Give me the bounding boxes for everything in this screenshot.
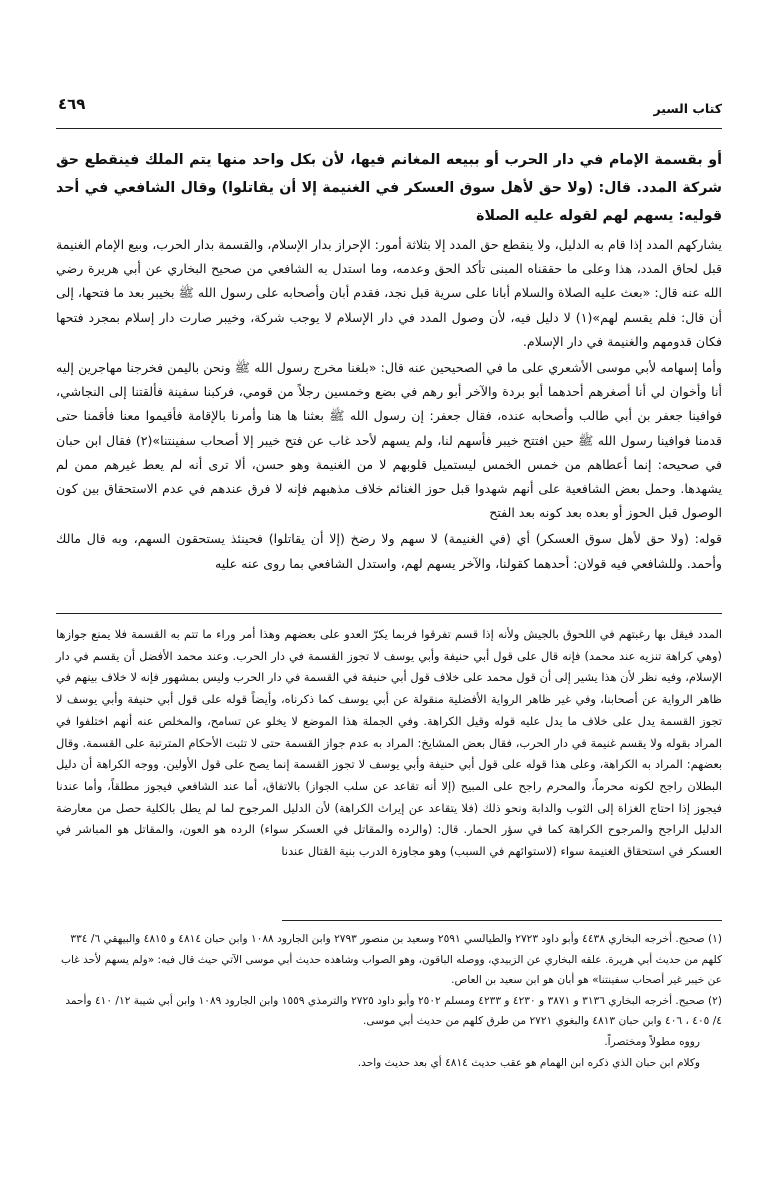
header-divider — [56, 128, 722, 129]
matn-text — [56, 146, 722, 230]
footnote-item: (٢) صحيح. أخرجه البخاري ٣١٣٦ و ٣٨٧١ و ٤٢٣٠ و ٤٢٣٣ ومسلم ٢٥٠٢ وأبو داود ٢٧٢٥ والترمذي ١٥٥٩ وابن الجارود ١٠٨٩ وابن أبي شيبة ١٢/ ٤١٠ وأحمد ٤/ ٤٠٥ ، ٤٠٦ وابن حبان ٤٨١٣ والبغوي ٢٧٢١ من طرق كلهم من حديث أبي موسى. — [65, 994, 722, 1028]
commentary-text — [56, 233, 722, 576]
marginal-paragraph: المدد فيقل بها رغبتهم في اللحوق بالجيش ولأنه إذا قسم تفرقوا فربما يكرّ العدو على بعضهم وهذا أمر وراء ما تتم به القسمة فلا يمنع جوازها (وهي كراهة تنزيه عند محمد) فإنه قال على قول أبي حنيفة وأبي يوسف لا تجوز القسمة في دار الحرب. وعند محمد الأفضل أن يقسم في دار الإسلام، وفيه نظر لأن هذا يشير إلى أن قول محمد على خلاف قول أبي حنيفة في القسمة في دار الحرب وليس بمشهور فإنه لا خلاف بينهم في ظاهر الرواية عن أصحابنا، وفي غير ظاهر الرواية الأفضلية منقولة عن أبي يوسف كما ذكرناه، وأيضاً قوله على قول أبي حنيفة وأبي يوسف لا تجوز القسمة يدل على خلاف ما يدل عليه قوله وقيل الكراهة. وفي الجملة هذا الموضع لا يخلو عن تسامح، والمخلص عنه أنهم اختلفوا في المراد بقوله ولا يقسم غنيمة في دار الحرب، فقال بعض المشايخ: المراد به عدم جواز القسمة حتى لا تثبت الأحكام المترتبة على القسمة. وقال بعضهم: المراد به الكراهة، وعلى هذا قوله على قول أبي حنيفة وأبي يوسف لا تجوز القسمة إنما يصح على قول الأولين. ووجه الكراهة أن دليل البطلان راجح لكونه محرماً، والمحرم راجح على المبيح (إلا أنه تقاعد عن سلب الجواز) بالاتفاق، أما عند الشافعي فيجوز مطلقاً، وأما عندنا فيجوز إذا احتاج الغزاة إلى الثوب والدابة ونحو ذلك (فلا يتقاعد عن إيراث الكراهة) لأن الدليل المرجوح لما لم يطل بالكلية حصل من معارضة الدليل الراجح والمرجوح الكراهة كما في سؤر الحمار. قال: (والرده والمقاتل في العسكر سواء) الرده هو العون، والمقاتل هو المباشر في العسكر في استحقاق الغنيمة سواء (لاستوائهم في السبب) وهو مجاوزة الدرب بنية القتال عندنا — [56, 627, 722, 859]
book-page — [56, 0, 722, 1182]
footnote-item: (١) صحيح. أخرجه البخاري ٤٤٣٨ وأبو داود ٢٧٢٣ والطيالسي ٢٥٩١ وسعيد بن منصور ٢٧٩٣ وابن الجارود ١٠٨٨ وابن حبان ٤٨١٤ و ٤٨١٥ والبيهقي ٦/ ٣٣٤ كلهم من حديث أبي هريرة. علقه البخاري عن الزبيدي، ووصله الباقون، وهو الصواب وشاهده حديث أبي موسى الآتي حيث قال فيه: «ولم يسهم لأحد غاب عن خيبر غير أصحاب سفينتنا» هو أبان هو ابن سعيد بن العاص. — [60, 933, 722, 987]
section-divider — [56, 613, 722, 614]
page-number: ٤٦٩ — [58, 95, 86, 113]
chapter-title: كتاب السير — [653, 101, 722, 116]
commentary-paragraph: يشاركهم المدد إذا قام به الدليل، ولا ينقطع حق المدد إلا بثلاثة أمور: الإحراز بدار الإسلام، والقسمة بدار الحرب، وبيع الإمام الغنيمة قبل لحاق المدد، هذا وعلى ما حققناه المبنى تأكد الحق وعدمه، وما استدل به الشافعي من صحيح البخاري عن أبي هريرة رضي الله عنه قال: «بعث عليه الصلاة والسلام أبانا على سرية قبل نجد، فقدم أبان وأصحابه على رسول الله ﷺ بخيبر بعد ما فتحها، إلى أن قال: فلم يقسم لهم»(١) لا دليل فيه، لأن وصول المدد في دار الإسلام لا يوجب شركة، وخيبر صارت دار إسلام بمجرد فتحها فكان قدومهم والغنيمة في دار الإسلام. — [56, 237, 723, 349]
commentary-paragraph: وأما إسهامه لأبي موسى الأشعري على ما في الصحيحين عنه قال: «بلغنا مخرج رسول الله ﷺ ونحن باليمن فخرجنا مهاجرين إليه أنا وأخوان لي أنا أصغرهم أحدهما أبو بردة والآخر أبو رهم في بضع وخمسين رجلاً من قومي، فركبنا سفينة فألقتنا إلى النجاشي، فوافينا جعفر بن أبي طالب وأصحابه عنده، فقال جعفر: إن رسول الله ﷺ بعثنا ها هنا وأمرنا بالإقامة فأقيموا معنا فأقمنا حتى قدمنا فوافينا رسول الله ﷺ حين افتتح خيبر فأسهم لنا، ولم يسهم لأحد غاب عن فتح خيبر إلا أصحاب سفينتنا»(٢) فقال ابن حبان في صحيحه: إنما أعطاهم من خمس الخمس ليستميل قلوبهم لا من الغنيمة وهو حسن، ألا ترى أنه لم يعط غيرهم ممن لم يشهدها. وحمل بعض الشافعية على أنهم شهدوا قبل حوز الغنائم خلاف مذهبهم فإنه لا فرق عندهم في عدم الاستحقاق بين كون الوصول قبل الحوز أو بعده بعد كونه بعد الفتح — [56, 360, 722, 521]
footnote-item: رووه مطولاً ومختصراً. — [604, 1035, 700, 1048]
footnote-item: وكلام ابن حبان الذي ذكره ابن الهمام هو عقب حديث ٤٨١٤ أي بعد حديث واحد. — [357, 1056, 700, 1069]
commentary-paragraph: قوله: (ولا حق لأهل سوق العسكر) أي (في الغنيمة) لا سهم ولا رضخ (إلا أن يقاتلوا) فحينئذ يستحقون السهم، وبه قال مالك وأحمد. وللشافعي فيه قولان: أحدهما كقولنا، والآخر يسهم لهم، واستدل الشافعي بما روى عنه عليه — [56, 531, 722, 571]
footnotes — [56, 929, 722, 1073]
footnote-divider — [282, 920, 722, 921]
page-header — [56, 95, 722, 123]
matn-paragraph: أو بقسمة الإمام في دار الحرب أو ببيعه المغانم فيها، لأن بكل واحد منها يتم الملك فينقطع حق شركة المدد. قال: (ولا حق لأهل سوق العسكر في الغنيمة إلا أن يقاتلوا) وقال الشافعي في أحد قوليه: يسهم لهم لقوله عليه الصلاة — [56, 152, 722, 224]
marginal-commentary — [56, 624, 722, 863]
